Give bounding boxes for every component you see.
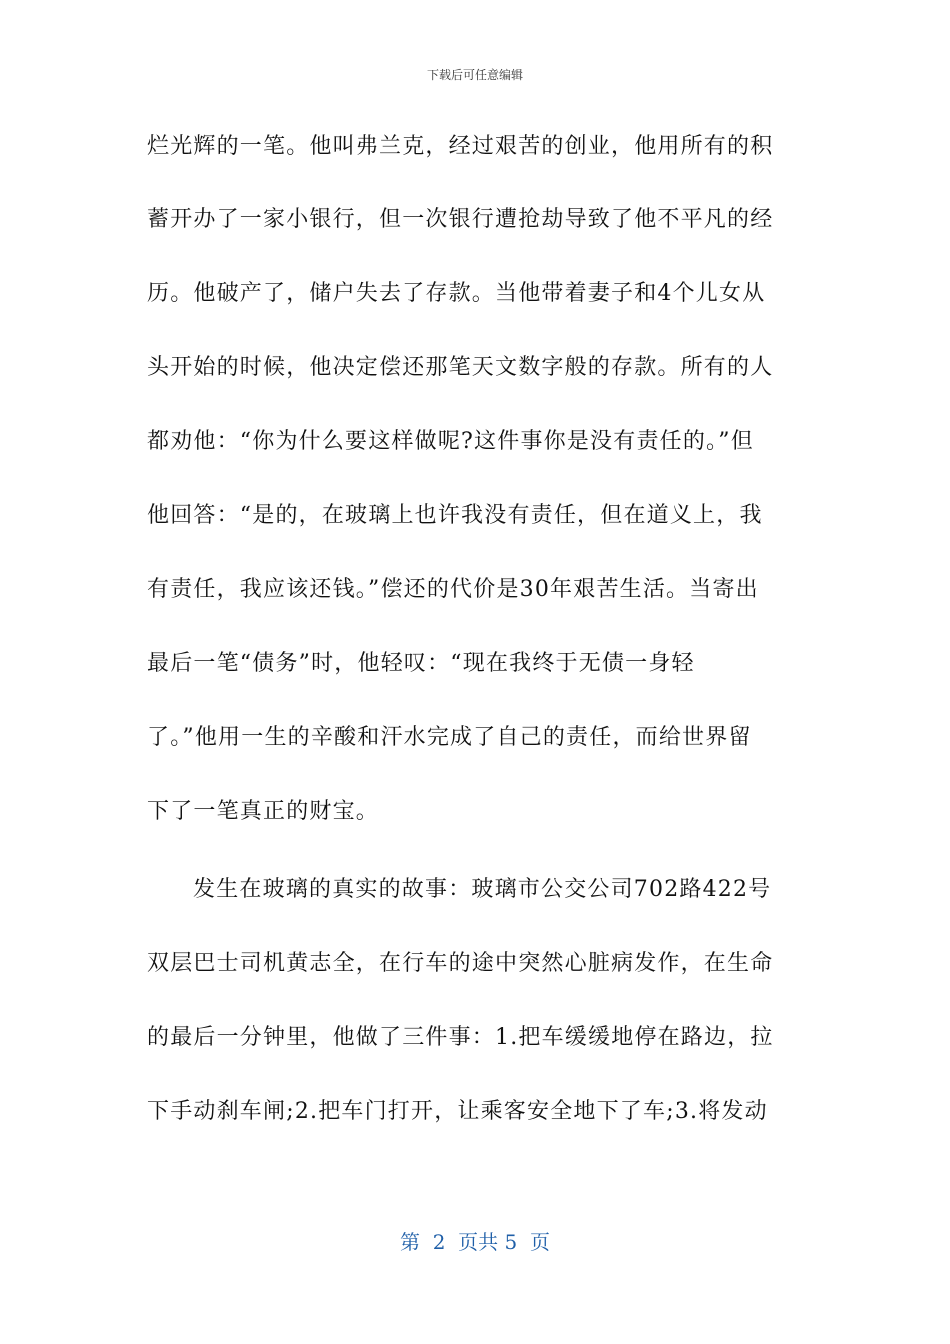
text-line: 的最后一分钟里，他做了三件事：1.把车缓缓地停在路边，拉 [147,1025,774,1050]
text-line: 发生在玻璃的真实的故事：玻璃市公交公司702路422号 [193,877,772,902]
text-line: 历。他破产了，储户失去了存款。当他带着妻子和4个儿女从 [147,281,766,306]
text-line: 烂光辉的一笔。他叫弗兰克，经过艰苦的创业，他用所有的积 [147,134,774,159]
text-line: 有责任，我应该还钱。”偿还的代价是30年艰苦生活。当寄出 [147,577,759,602]
page-header: 下载后可任意编辑 [426,68,523,82]
text-line: 都劝他：“你为什么要这样做呢?这件事你是没有责任的。”但 [147,429,754,454]
text-line: 了。”他用一生的辛酸和汗水完成了自己的责任，而给世界留 [147,725,752,750]
text-line: 下手动刹车闸;2.把车门打开，让乘客安全地下了车;3.将发动 [147,1099,768,1124]
text-line: 双层巴士司机黄志全，在行车的途中突然心脏病发作，在生命 [147,951,774,976]
page-number-footer: 第 2 页共 5 页 [400,1230,550,1254]
text-line: 最后一笔“债务”时，他轻叹：“现在我终于无债一身轻 [147,651,695,676]
text-line: 下了一笔真正的财宝。 [147,799,380,824]
text-line: 头开始的时候，他决定偿还那笔天文数字般的存款。所有的人 [147,355,774,380]
text-line: 他回答：“是的，在玻璃上也许我没有责任，但在道义上，我 [147,503,763,528]
text-line: 蓄开办了一家小银行，但一次银行遭抢劫导致了他不平凡的经 [147,207,774,232]
